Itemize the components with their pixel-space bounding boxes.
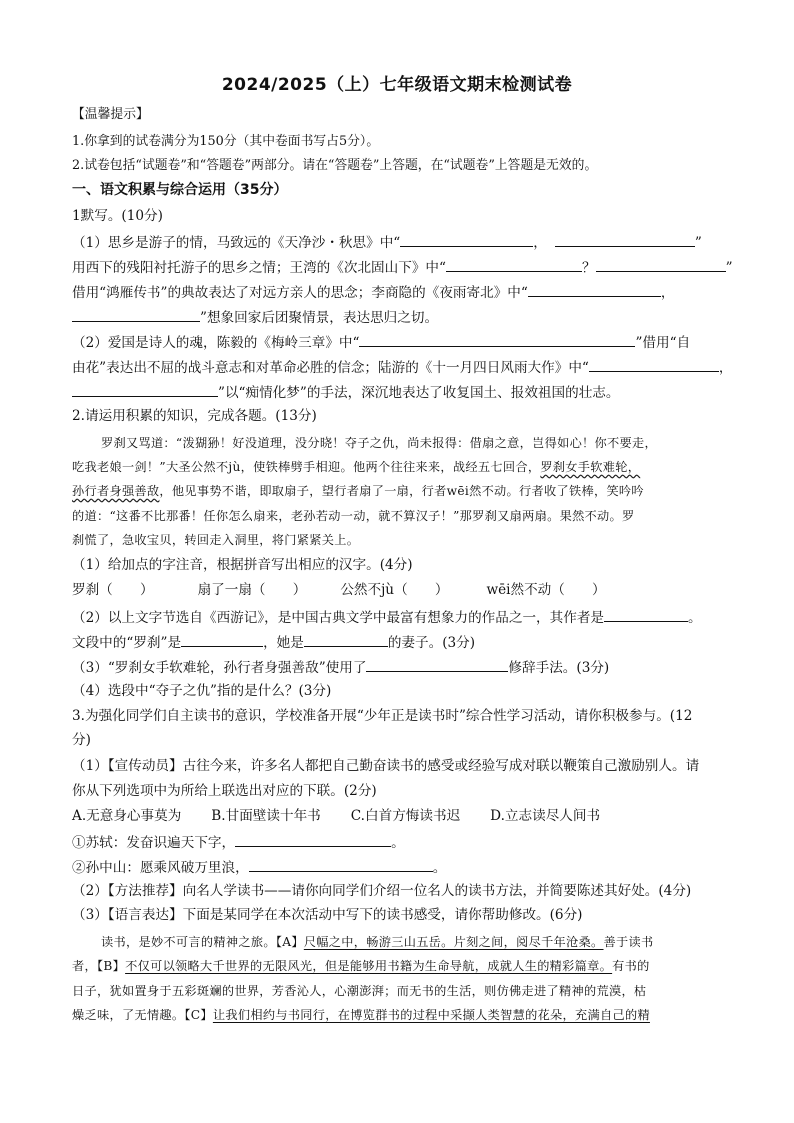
section-1-heading: 一、语文积累与综合运用（35分） <box>72 182 288 198</box>
q2-sub-2-line-1: （2）以上文字节选自《西游记》，是中国古典文学中最富有想象力的作品之一，其作者是 。 <box>72 607 702 627</box>
q1-line-6: 由花”表达出不屈的战斗意志和对革命必胜的信念；陆游的《十一月四日风雨大作》中“ ， <box>72 357 732 377</box>
q1-line-3: 借用“鸿雁传书”的典故表达了对远方亲人的思念；李商隐的《夜雨寄北》中“ ， <box>72 282 674 302</box>
answer-blank[interactable] <box>589 357 719 372</box>
answer-blank[interactable] <box>72 382 218 397</box>
q2-passage-line-5: 刹慌了，急收宝贝，转回走入洞里，将门紧紧关上。 <box>72 533 360 547</box>
q3-options <box>72 807 600 825</box>
answer-blank[interactable] <box>235 832 391 847</box>
option-b[interactable]: B.甘面壁读十年书 <box>211 808 321 824</box>
answer-blank[interactable] <box>366 657 508 672</box>
q3-couplet-1: ①苏轼：发奋识遍天下字， 。 <box>72 832 405 852</box>
q2-sub-4: （4）选段中“夺子之仇”指的是什么？(3分) <box>72 683 332 699</box>
q2-sub-2-line-2: 文段中的“罗刹”是 ，她是 的妻子。(3分) <box>72 632 475 652</box>
option-c[interactable]: C.白首方悔读书迟 <box>350 808 461 824</box>
q3-sub-1-line-2: 你从下列选项中为所给上联选出对应的下联。(2分) <box>72 783 377 799</box>
q3-passage-line-1: 读书，是妙不可言的精神之旅。【A】尺幅之中，畅游三山五岳。片刻之间，阅尽千年沧桑。善于读书 <box>101 935 654 949</box>
q2-sub-1: （1）给加点的字注音，根据拼音写出相应的汉字。(4分) <box>72 557 413 573</box>
answer-blank[interactable] <box>72 307 200 322</box>
q3-sub-2: （2）【方法推荐】向名人学读书——请你向同学们介绍一位名人的读书方法，并简要陈述其好处。(4分) <box>72 883 692 899</box>
q2-sub-1-answers: 罗刹（ ） 扇了一扇（ ） 公然不jù（ ） wēi然不动（ ） <box>72 582 606 598</box>
q3-sub-1-line-1: （1）【宣传动员】古往今来，许多名人都把自己勤奋读书的感受或经验写成对联以鞭策自己激励别人。请 <box>72 758 700 774</box>
q3-heading-line-1: 3.为强化同学们自主读书的意识，学校准备开展“少年正是读书时”综合性学习活动，请你积极参与。(12 <box>72 708 693 724</box>
tip-1: 1.你拿到的试卷满分为150分（其中卷面书写占5分）。 <box>72 134 380 149</box>
q2-sub-3: （3）“罗刹女手软难轮，孙行者身强善敌”使用了 修辞手法。(3分) <box>72 657 609 677</box>
option-d[interactable]: D.立志读尽人间书 <box>490 808 601 824</box>
answer-blank[interactable] <box>604 607 688 622</box>
q2-passage-line-1: 罗刹又骂道：“泼猢狲！好没道理，没分晓！夺子之仇，尚未报得：借扇之意，岂得如心！你不要走， <box>101 436 657 450</box>
answer-blank[interactable] <box>528 282 661 297</box>
q2-passage-line-3: 孙行者身强善敌，他见事势不谐，即取扇子，望行者扇了一扇，行者wēi然不动。行者收了铁棒，笑吟吟 <box>72 484 644 498</box>
q1-heading: 1默写。(10分) <box>72 208 163 224</box>
q1-line-4: ”想象回家后团聚情景，表达思归之切。 <box>72 307 438 327</box>
q3-passage-line-4: 燥乏味，了无情趣。【C】让我们相约与书同行，在博览群书的过程中采撷人类智慧的花朵，充满自己的精 <box>72 1008 650 1022</box>
q1-line-5: （2）爱国是诗人的魂，陈毅的《梅岭三章》中“ ”借用“自 <box>72 332 690 352</box>
q3-heading-line-2: 分) <box>72 732 91 748</box>
answer-blank[interactable] <box>446 257 582 272</box>
q3-passage-line-3: 日子，犹如置身于五彩斑斓的世界，芳香沁人，心潮澎湃；而无书的生活，则仿佛走进了精神的荒漠，枯 <box>72 984 647 998</box>
q2-heading: 2.请运用积累的知识，完成各题。(13分) <box>72 408 317 424</box>
q3-sub-3: （3）【语言表达】下面是某同学在本次活动中写下的读书感受，请你帮助修改。(6分) <box>72 907 583 923</box>
q1-line-2: 用西下的残阳衬托游子的思乡之情；王湾的《次北固山下》中“ ？ ” <box>72 257 733 277</box>
page-title: 2024/2025（上）七年级语文期末检测试卷 <box>221 75 573 95</box>
answer-blank[interactable] <box>400 232 533 247</box>
q2-passage-line-2: 吃我老娘一剑！”大圣公然不jù，使铁棒劈手相迎。他两个往往来来，战经五七回合，罗刹女手软难轮， <box>72 460 641 474</box>
q2-passage-line-4: 的道：“这番不比那番！任你怎么扇来，老孙若动一动，就不算汉子！”那罗刹又扇两扇。果然不动。罗 <box>72 509 635 523</box>
answer-blank[interactable] <box>359 332 635 347</box>
answer-blank[interactable] <box>181 632 263 647</box>
q3-couplet-2: ②孙中山：愿乘风破万里浪， 。 <box>72 857 446 877</box>
answer-blank[interactable] <box>304 632 388 647</box>
tips-heading: 【温馨提示】 <box>72 107 149 122</box>
q1-line-7: ”以“痴情化梦”的手法，深沉地表达了收复国土、报效祖国的壮志。 <box>72 382 619 402</box>
answer-blank[interactable] <box>596 257 726 272</box>
option-a[interactable]: A.无意身心事莫为 <box>72 808 182 824</box>
q3-passage-line-2: 者，【B】不仅可以领略大千世界的无限风光，但是能够用书籍为生命导航，成就人生的精彩篇章。有书的 <box>72 959 650 973</box>
answer-blank[interactable] <box>555 232 695 247</box>
tip-2: 2.试卷包括“试题卷”和“答题卷”两部分。请在“答题卷”上答题，在“试题卷”上答题是无效的。 <box>72 158 598 173</box>
answer-blank[interactable] <box>249 857 433 872</box>
q1-line-1: （1）思乡是游子的情，马致远的《天净沙・秋思》中“ ， ” <box>72 232 702 252</box>
